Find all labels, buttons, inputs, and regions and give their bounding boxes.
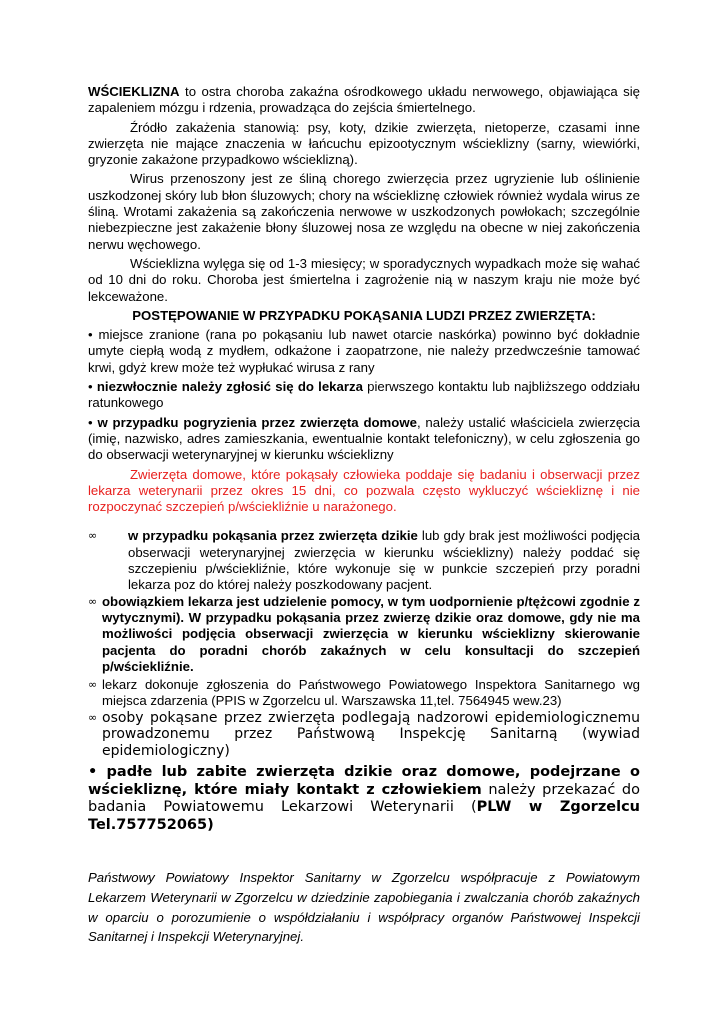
intro-term: WŚCIEKLIZNA: [88, 84, 180, 99]
transmission-paragraph: Wirus przenoszony jest ze śliną chorego zwierzęcia przez ugryzienie lub oślinienie uszkodzonej skóry lub błon śluzowych; chory na wściekliznę człowiek również wydala wirus ze śliną. Wrotami zakażenia są zakończenia nerwowe w uszkodzonych powłokach; szczególnie niebezpieczne jest zakażenie błony śluzowej nosa ze względu na obecne w niej zakończenia nerwu węchowego.: [88, 171, 640, 252]
list-item-supervision: [88, 710, 640, 760]
wild-animals-bold: w przypadku pokąsania przez zwierzęta dzikie: [128, 528, 418, 544]
bullet-wound-care: • miejsce zranione (rana po pokąsaniu lub nawet otarcie naskórka) powinno być dokładnie umyte ciepłą wodą z mydłem, odkażone i zaopatrzone, nie należy przedwcześnie tamować krwi, gdyż krew może też wypłukać wirusa z rany: [88, 327, 640, 375]
closing-paragraph: Państwowy Powiatowy Inspektor Sanitarny w Zgorzelcu współpracuje z Powiatowym Lekarzem Weterynarii w Zgorzelcu w dziedzinie zapobiegania i zwalczania chorób zakaźnych w oparciu o porozumienie o współdziałaniu i współpracy organów Państwowej Inspekcji Sanitarnej i Inspekcji Weterynaryjnej.: [88, 870, 640, 945]
list-item-report-ppis: [88, 677, 640, 710]
intro-text: to ostra choroba zakaźna ośrodkowego układu nerwowego, objawiająca się zapaleniem mózgu i rdzenia, prowadząca do zejścia śmiertelnego.: [88, 84, 640, 116]
incubation-paragraph: Wścieklizna wylęga się od 1-3 miesięcy; w sporadycznych wypadkach może się wahać od 10 dni do roku. Choroba jest śmiertelna i zagrożenie nią w naszym kraju nie może być lekceważone.: [88, 255, 640, 304]
infinity-bullet-icon: ∞: [88, 710, 98, 724]
dead-animals-contact: PLW w Zgorzelcu Tel.757752065): [88, 799, 640, 833]
source-paragraph: Źródło zakażenia stanowią: psy, koty, dzikie zwierzęta, nietoperze, czasami inne zwierzęta nie mające znaczenia w łańcuchu epizootycznym wścieklizny (sarny, wiewiórki, gryzonie zakażone przypadkowo wścieklizną).: [88, 119, 640, 168]
report-ppis-text: lekarz dokonuje zgłoszenia do Państwowego Powiatowego Inspektora Sanitarnego wg miejsca zdarzenia (PPIS w Zgorzelcu ul. Warszawska 11,tel. 7564945 wew.23): [102, 677, 640, 709]
wild-animals-rest: lub gdy brak jest możliwości podjęcia obserwacji weterynaryjnej zwierzęcia w kierunku wścieklizny) należy poddać się szczepieniu p/wściekliźnie, które wykonuje się w punkcie szczepień przy poradni lekarza poz do której należy poszkodowany pacjent.: [128, 528, 640, 593]
bullet-prefix: •: [88, 379, 97, 395]
infinity-bullet-icon: ∞: [88, 594, 98, 608]
supervision-text: osoby pokąsane przez zwierzęta podlegają nadzorowi epidemiologicznemu prowadzonemu przez Państwową Inspekcję Sanitarną (wywiad epidemiologiczny): [102, 709, 640, 759]
dead-animals-bold: • padłe lub zabite zwierzęta dzikie oraz domowe, podejrzane o wściekliznę, które miały kontakt z człowiekiem: [88, 764, 640, 798]
bullet-see-doctor: [88, 379, 640, 412]
dead-animals-rest: należy przekazać do badania Powiatowemu Lekarzowi Weterynarii (: [88, 781, 640, 816]
infinity-bullet-icon: ∞: [88, 678, 98, 692]
bullet-prefix: •: [88, 414, 98, 430]
document-page: [88, 84, 640, 947]
infinity-bullet-icon: ∞: [88, 529, 98, 543]
doctor-duty-text: obowiązkiem lekarza jest udzielenie pomocy, w tym uodpornienie p/tężcowi zgodnie z wytycznymi). W przypadku pokąsania przez zwierzę dzikie oraz domowe, gdy nie ma możliwości podjęcia obserwacji zwierzęcia w kierunku wścieklizny skierowanie pacjenta do poradni chorób zakaźnych w celu konsultacji do szczepień p/wściekliźnie.: [102, 593, 640, 674]
bullet-see-doctor-bold: niezwłocznie należy zgłosić się do lekarza: [96, 379, 363, 395]
bullet-domestic-animals: [88, 415, 640, 464]
bullet-see-doctor-rest: pierwszego kontaktu lub najbliższego oddziału ratunkowego: [88, 379, 640, 411]
list-item-doctor-duty: [88, 594, 640, 675]
red-observation-paragraph: Zwierzęta domowe, które pokąsały człowieka poddaje się badaniu i obserwacji przez lekarza weterynarii przez okres 15 dni, co pozwala często wykluczyć wściekliznę i nie rozpoczynać szczepień p/wściekliźnie u narażonego.: [88, 466, 640, 515]
bullet-domestic-rest: , należy ustalić właściciela zwierzęcia (imię, nazwisko, adres zamieszkania, ewentualnie kontakt telefoniczny), w celu zgłoszenia go do obserwacji weterynaryjnej w kierunku wścieklizny: [88, 414, 641, 463]
intro-paragraph: [88, 84, 640, 117]
procedure-heading: POSTĘPOWANIE W PRZYPADKU POKĄSANIA LUDZI PRZEZ ZWIERZĘTA:: [132, 307, 596, 323]
bullet-domestic-bold: w przypadku pogryzienia przez zwierzęta domowe: [97, 414, 417, 430]
list-item-wild-animals: [88, 528, 640, 593]
bullet-dead-animals: [88, 764, 640, 834]
wild-animals-text: [128, 528, 640, 593]
